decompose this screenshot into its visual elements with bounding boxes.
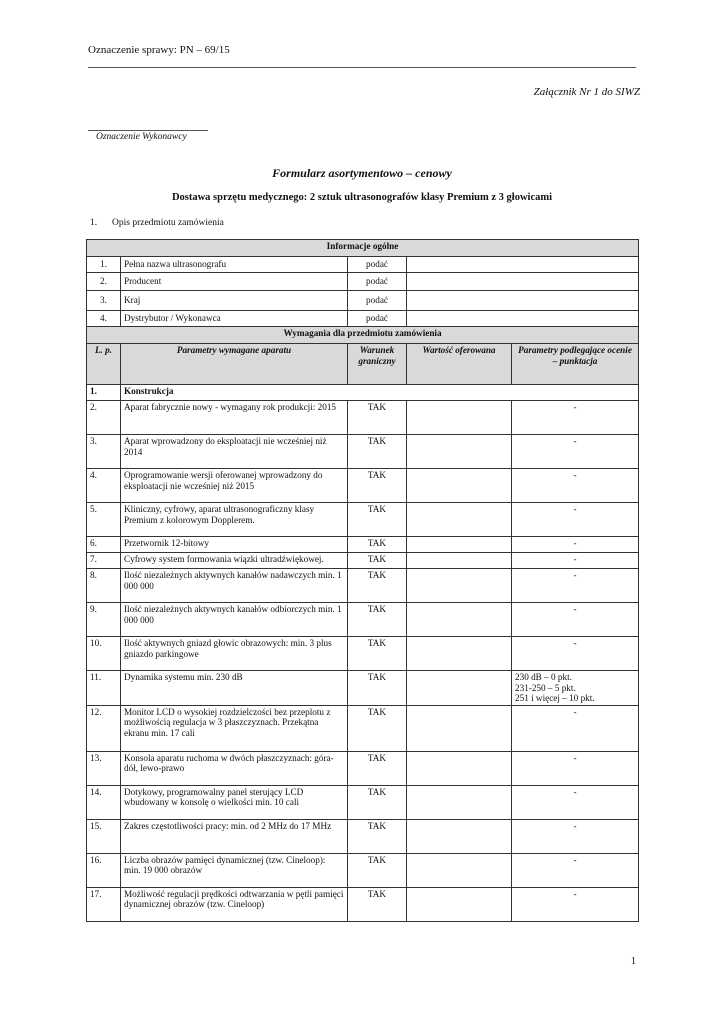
offered-value-input[interactable] <box>407 751 512 785</box>
row-number: 6. <box>87 537 121 553</box>
requirement-text: Przetwornik 12-bitowy <box>121 537 348 553</box>
field-label: Producent <box>121 273 348 291</box>
scoring-value: - <box>512 537 639 553</box>
scoring-value: - <box>512 819 639 853</box>
field-value-input[interactable] <box>407 311 639 327</box>
row-number: 7. <box>87 553 121 569</box>
section-heading <box>90 218 224 228</box>
column-header-scoring: Parametry podlegające ocenie – punktacja <box>512 344 639 385</box>
requirement-row <box>87 819 639 853</box>
row-number: 14. <box>87 785 121 819</box>
row-number: 1. <box>87 257 121 273</box>
general-info-heading: Informacje ogólne <box>87 240 639 257</box>
field-label: Kraj <box>121 291 348 311</box>
condition-value: TAK <box>348 469 407 503</box>
row-number: 3. <box>87 291 121 311</box>
field-value-input[interactable] <box>407 273 639 291</box>
column-header-lp: L. p. <box>87 344 121 385</box>
requirement-text: Dotykowy, programowalny panel sterujący LCD wbudowany w konsolę o wielkości min. 10 cali <box>121 785 348 819</box>
requirement-row <box>87 785 639 819</box>
field-instruction: podać <box>348 257 407 273</box>
requirement-text: Konsola aparatu ruchoma w dwóch płaszczyznach: góra-dół, lewo-prawo <box>121 751 348 785</box>
requirement-text: Ilość niezależnych aktywnych kanałów nadawczych min. 1 000 000 <box>121 569 348 603</box>
field-value-input[interactable] <box>407 257 639 273</box>
requirement-row <box>87 671 639 706</box>
offered-value-input[interactable] <box>407 537 512 553</box>
offered-value-input[interactable] <box>407 785 512 819</box>
general-info-row <box>87 273 639 291</box>
requirement-row <box>87 553 639 569</box>
requirement-text: Zakres częstotliwości pracy: min. od 2 MHz do 17 MHz <box>121 819 348 853</box>
form-title: Formularz asortymentowo – cenowy <box>272 166 452 180</box>
section-label: Opis przedmiotu zamówienia <box>112 218 224 228</box>
row-number: 2. <box>87 401 121 435</box>
requirement-row <box>87 705 639 751</box>
requirement-text: Możliwość regulacji prędkości odtwarzania w pętli pamięci dynamicznej obrazów (tzw. Cineloop) <box>121 887 348 921</box>
scoring-value: - <box>512 637 639 671</box>
column-header-condition: Warunek graniczny <box>348 344 407 385</box>
general-info-row <box>87 311 639 327</box>
row-number: 10. <box>87 637 121 671</box>
requirement-text: Dynamika systemu min. 230 dB <box>121 671 348 706</box>
requirement-row <box>87 637 639 671</box>
row-number: 2. <box>87 273 121 291</box>
field-instruction: podać <box>348 273 407 291</box>
row-number: 3. <box>87 435 121 469</box>
requirement-text: Cyfrowy system formowania wiązki ultradźwiękowej. <box>121 553 348 569</box>
requirement-row <box>87 603 639 637</box>
offered-value-input[interactable] <box>407 435 512 469</box>
requirement-text: Kliniczny, cyfrowy, aparat ultrasonograficzny klasy Premium z kolorowym Dopplerem. <box>121 503 348 537</box>
offered-value-input[interactable] <box>407 603 512 637</box>
requirement-row <box>87 537 639 553</box>
field-value-input[interactable] <box>407 291 639 311</box>
offered-value-input[interactable] <box>407 469 512 503</box>
condition-value: TAK <box>348 671 407 706</box>
condition-value: TAK <box>348 603 407 637</box>
annex-label: Załącznik Nr 1 do SIWZ <box>533 86 640 98</box>
condition-value: TAK <box>348 435 407 469</box>
scoring-value: - <box>512 603 639 637</box>
row-number: 5. <box>87 503 121 537</box>
row-number: 13. <box>87 751 121 785</box>
offered-value-input[interactable] <box>407 853 512 887</box>
requirement-text: Aparat wprowadzony do eksploatacji nie wcześniej niż 2014 <box>121 435 348 469</box>
offered-value-input[interactable] <box>407 887 512 921</box>
requirements-header-row <box>87 327 639 344</box>
field-instruction: podać <box>348 311 407 327</box>
scoring-value: - <box>512 853 639 887</box>
row-number: 8. <box>87 569 121 603</box>
requirement-text: Aparat fabrycznie nowy - wymagany rok produkcji: 2015 <box>121 401 348 435</box>
condition-value: TAK <box>348 569 407 603</box>
condition-value: TAK <box>348 503 407 537</box>
scoring-value: - <box>512 569 639 603</box>
condition-value: TAK <box>348 637 407 671</box>
field-instruction: podać <box>348 291 407 311</box>
contractor-signature-line <box>88 130 208 131</box>
condition-value: TAK <box>348 819 407 853</box>
requirement-row <box>87 569 639 603</box>
condition-value: TAK <box>348 537 407 553</box>
requirement-row <box>87 751 639 785</box>
form-subtitle: Dostawa sprzętu medycznego: 2 sztuk ultrasonografów klasy Premium z 3 głowicami <box>171 192 553 203</box>
offered-value-input[interactable] <box>407 819 512 853</box>
offered-value-input[interactable] <box>407 705 512 751</box>
condition-value: TAK <box>348 401 407 435</box>
case-reference: Oznaczenie sprawy: PN – 69/15 <box>88 44 230 56</box>
group-label: Konstrukcja <box>121 385 639 401</box>
offered-value-input[interactable] <box>407 503 512 537</box>
condition-value: TAK <box>348 553 407 569</box>
requirement-row <box>87 887 639 921</box>
row-number: 4. <box>87 311 121 327</box>
group-number: 1. <box>87 385 121 401</box>
requirement-row <box>87 469 639 503</box>
requirement-text: Liczba obrazów pamięci dynamicznej (tzw. Cineloop): min. 19 000 obrazów <box>121 853 348 887</box>
requirements-heading: Wymagania dla przedmiotu zamówienia <box>87 327 639 344</box>
group-row <box>87 385 639 401</box>
row-number: 4. <box>87 469 121 503</box>
offered-value-input[interactable] <box>407 569 512 603</box>
scoring-value: - <box>512 401 639 435</box>
scoring-value: - <box>512 435 639 469</box>
scoring-value: - <box>512 705 639 751</box>
row-number: 17. <box>87 887 121 921</box>
condition-value: TAK <box>348 887 407 921</box>
row-number: 16. <box>87 853 121 887</box>
scoring-value: - <box>512 887 639 921</box>
scoring-value: - <box>512 553 639 569</box>
page-number: 1 <box>631 956 636 967</box>
header-divider <box>88 67 636 68</box>
requirement-row <box>87 503 639 537</box>
row-number: 15. <box>87 819 121 853</box>
section-number: 1. <box>90 218 98 228</box>
contractor-label: Oznaczenie Wykonawcy <box>96 132 187 142</box>
offered-value-input[interactable] <box>407 401 512 435</box>
row-number: 11. <box>87 671 121 706</box>
requirement-row <box>87 853 639 887</box>
general-info-header-row <box>87 240 639 257</box>
condition-value: TAK <box>348 705 407 751</box>
offered-value-input[interactable] <box>407 671 512 706</box>
requirement-text: Monitor LCD o wysokiej rozdzielczości bez przeplotu z możliwością regulacja w 3 płaszczyznach. Przekątna ekranu min. 17 cali <box>121 705 348 751</box>
column-header-params: Parametry wymagane aparatu <box>121 344 348 385</box>
scoring-line: 251 i więcej – 10 pkt. <box>515 693 595 704</box>
row-number: 12. <box>87 705 121 751</box>
scoring-value: - <box>512 503 639 537</box>
requirement-text: Ilość niezależnych aktywnych kanałów odbiorczych min. 1 000 000 <box>121 603 348 637</box>
requirement-text: Oprogramowanie wersji oferowanej wprowadzony do eksploatacji nie wcześniej niż 2015 <box>121 469 348 503</box>
offered-value-input[interactable] <box>407 637 512 671</box>
scoring-value: - <box>512 751 639 785</box>
general-info-row <box>87 291 639 311</box>
offered-value-input[interactable] <box>407 553 512 569</box>
scoring-line: 230 dB – 0 pkt. <box>515 672 572 682</box>
scoring-cell <box>512 671 639 706</box>
general-info-row <box>87 257 639 273</box>
requirement-row <box>87 435 639 469</box>
requirement-text: Ilość aktywnych gniazd głowic obrazowych: min. 3 plus gniazdo parkingowe <box>121 637 348 671</box>
column-header-offered: Wartość oferowana <box>407 344 512 385</box>
requirements-table <box>86 239 639 922</box>
requirement-row <box>87 401 639 435</box>
scoring-line: 231-250 – 5 pkt. <box>515 682 576 693</box>
field-label: Pełna nazwa ultrasonografu <box>121 257 348 273</box>
condition-value: TAK <box>348 751 407 785</box>
column-header-row <box>87 344 639 385</box>
row-number: 9. <box>87 603 121 637</box>
scoring-value: - <box>512 785 639 819</box>
condition-value: TAK <box>348 853 407 887</box>
condition-value: TAK <box>348 785 407 819</box>
field-label: Dystrybutor / Wykonawca <box>121 311 348 327</box>
scoring-value: - <box>512 469 639 503</box>
